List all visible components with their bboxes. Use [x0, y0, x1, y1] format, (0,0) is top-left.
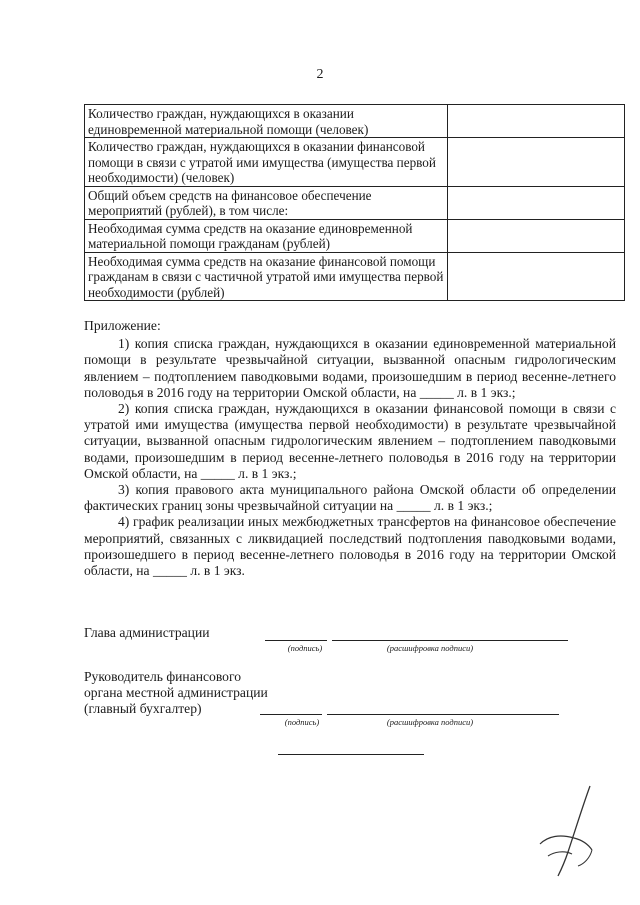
head-name-hint: (расшифровка подписи): [386, 643, 474, 653]
finance-name-line: [327, 714, 559, 715]
attachments-section: [84, 318, 616, 579]
attachments-title: Приложение:: [84, 318, 161, 333]
table-row: [85, 138, 625, 187]
row-value: [448, 252, 625, 301]
head-name-line: [332, 640, 568, 641]
table-row: [85, 186, 625, 219]
finance-signature-label-line-3: (главный бухгалтер): [84, 701, 202, 716]
row-label: Общий объем средств на финансовое обеспечение мероприятий (рублей), в том числе:: [85, 186, 448, 219]
finance-signature-label-line-1: Руководитель финансового: [84, 669, 241, 684]
date-line: [278, 754, 424, 755]
finance-signature-hint: (подпись): [284, 717, 320, 727]
summary-table: [84, 104, 625, 301]
row-value: [448, 186, 625, 219]
head-signature-hint: (подпись): [287, 643, 323, 653]
row-value: [448, 105, 625, 138]
row-label: Необходимая сумма средств на оказание финансовой помощи гражданам в связи с частичной утратой ими имущества первой необходимости (рублей): [85, 252, 448, 301]
finance-name-hint: (расшифровка подписи): [386, 717, 474, 727]
head-signature-label: Глава администрации: [84, 625, 210, 640]
page-number: 2: [316, 67, 324, 82]
table-row: [85, 219, 625, 252]
row-label: Количество граждан, нуждающихся в оказании единовременной материальной помощи (человек): [85, 105, 448, 138]
row-label: Необходимая сумма средств на оказание единовременной материальной помощи гражданам (рублей): [85, 219, 448, 252]
attachment-item: 1) копия списка граждан, нуждающихся в оказании единовременной материальной помощи в результате чрезвычайной ситуации, вызванной опасным гидрологическим явлением – подтоплением паводковыми водами, произошедшим в период весенне-летнего половодья в 2016 году на территории Омской области, на _____ л. в 1 экз.;: [84, 336, 616, 400]
finance-signature-label-line-2: органа местной администрации: [84, 685, 268, 700]
table-row: [85, 105, 625, 138]
table-row: [85, 252, 625, 301]
handwritten-signature-icon: [530, 780, 610, 880]
attachment-item: 3) копия правового акта муниципального района Омской области об определении фактических границ зоны чрезвычайной ситуации на _____ л. в 1 экз.;: [84, 482, 616, 514]
row-value: [448, 219, 625, 252]
attachment-item: 2) копия списка граждан, нуждающихся в оказании финансовой помощи в связи с утратой ими имущества (имущества первой необходимости) в результате чрезвычайной ситуации, вызванной опасным гидрологическим явлением – подтоплением паводковыми водами, произошедшим в период весенне-летнего половодья в 2016 году на территории Омской области, на _____ л. в 1 экз.;: [84, 401, 616, 481]
head-signature-line: [265, 640, 327, 641]
row-label: Количество граждан, нуждающихся в оказании финансовой помощи в связи с утратой ими имущества (имущества первой необходимости) (человек): [85, 138, 448, 187]
finance-signature-line: [260, 714, 322, 715]
row-value: [448, 138, 625, 187]
attachment-item: 4) график реализации иных межбюджетных трансфертов на финансовое обеспечение мероприятий, связанных с ликвидацией последствий подтопления паводковыми водами, произошедшего в период весенне-летнего половодья в 2016 году на территории Омской области, на _____ л. в 1 экз.: [84, 514, 616, 579]
